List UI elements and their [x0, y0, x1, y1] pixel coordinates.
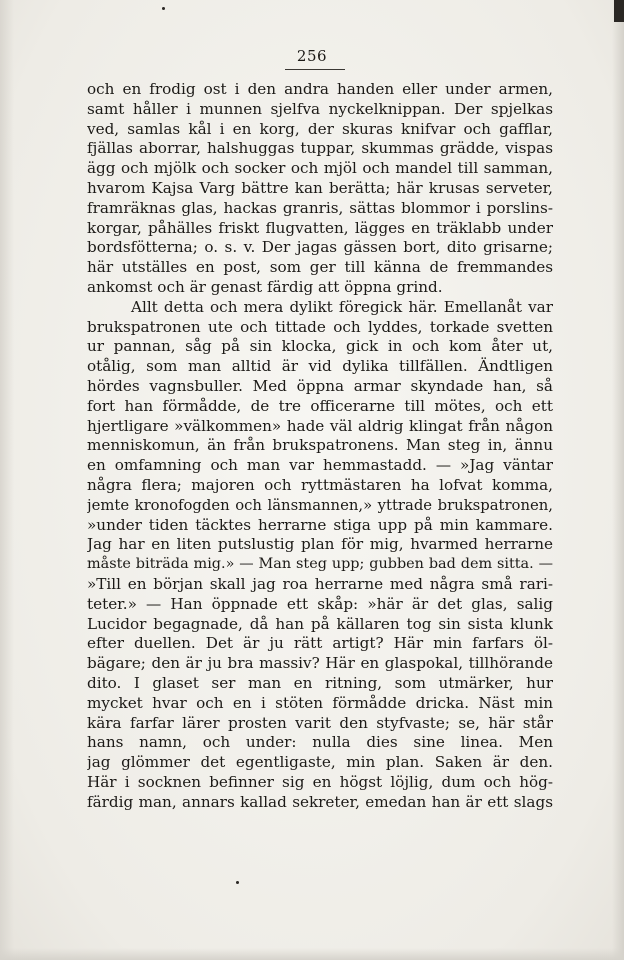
- text-line: »under tiden täcktes herrarne stiga upp på min kammare.: [87, 515, 553, 534]
- text-line: några flera; majoren och ryttmästaren ha lofvat komma,: [87, 475, 553, 494]
- text-line: menniskomun, än från brukspatronens. Man steg in, ännu: [87, 436, 553, 455]
- page-right-edge-shadow: [612, 0, 624, 960]
- body-text: [87, 80, 553, 812]
- text-line: jag glömmer det egentligaste, min plan. Saken är den.: [87, 753, 553, 772]
- text-line-paragraph-end: ankomst och är genast färdig att öppna grind.: [87, 277, 443, 296]
- text-line: hördes vagnsbuller. Med öppna armar skyndade han, så: [87, 376, 553, 395]
- text-line: kära farfar lärer prosten varit den styfvaste; se, här står: [87, 713, 553, 732]
- page-number: 256: [296, 47, 328, 65]
- page-bottom-edge-shadow: [0, 948, 624, 960]
- ink-speck: [162, 7, 165, 10]
- text-line: färdig man, annars kallad sekreter, emedan han är ett slags: [87, 792, 553, 811]
- text-line: mycket hvar och en i stöten förmådde dricka. Näst min: [87, 693, 553, 712]
- text-line: jemte kronofogden och länsmannen,» yttrade brukspatronen,: [87, 496, 553, 514]
- text-line: hjertligare »välkommen» hade väl aldrig klingat från någon: [87, 416, 553, 435]
- text-line-paragraph-start: Allt detta och mera dylikt föregick här. Emellanåt var: [131, 297, 553, 316]
- text-line: fort han förmådde, de tre officerarne till mötes, och ett: [87, 396, 553, 415]
- text-line: korgar, påhälles friskt flugvatten, lägges en träklabb under: [87, 218, 553, 237]
- text-line: bägare; den är ju bra massiv? Här en glaspokal, tillhörande: [87, 654, 553, 673]
- text-line: efter duellen. Det är ju rätt artigt? Här min farfars öl-: [87, 634, 553, 653]
- scan-corner-mark: [614, 0, 624, 22]
- text-line: bordsfötterna; o. s. v. Der jagas gässen bort, dito grisarne;: [87, 238, 553, 257]
- text-line: Här i socknen befinner sig en högst löjlig, dum och hög-: [87, 772, 553, 791]
- text-line: ägg och mjölk och socker och mjöl och mandel till samman,: [87, 159, 553, 178]
- text-line: en omfamning och man var hemmastadd. — »Jag väntar: [87, 456, 553, 475]
- text-line: hvarom Kajsa Varg bättre kan berätta; här krusas serveter,: [87, 178, 553, 197]
- text-line: brukspatronen ute och tittade och lyddes, torkade svetten: [87, 317, 553, 336]
- text-line: hans namn, och under: nulla dies sine linea. Men: [87, 733, 553, 752]
- text-line: teter.» — Han öppnade ett skåp: »här är det glas, salig: [87, 594, 553, 613]
- text-line: framräknas glas, hackas granris, sättas blommor i porslins-: [87, 198, 553, 217]
- text-line: här utställes en post, som ger till känna de fremmandes: [87, 258, 553, 277]
- text-line: fjällas aborrar, halshuggas tuppar, skummas grädde, vispas: [87, 139, 553, 158]
- text-line: »Till en början skall jag roa herrarne med några små rari-: [87, 574, 553, 593]
- text-line: och en frodig ost i den andra handen eller under armen,: [87, 80, 553, 98]
- ink-speck: [236, 881, 239, 884]
- page-left-edge-shadow: [0, 0, 14, 960]
- text-line: ur pannan, såg på sin klocka, gick in och kom åter ut,: [87, 337, 553, 356]
- text-line: Jag har en liten putslustig plan för mig, hvarmed herrarne: [87, 535, 553, 554]
- text-line: samt håller i munnen sjelfva nyckelknippan. Der spjelkas: [87, 99, 553, 118]
- text-line: dito. I glaset ser man en ritning, som utmärker, hur: [87, 673, 553, 692]
- text-line: ved, samlas kål i en korg, der skuras knifvar och gafflar,: [87, 119, 553, 138]
- page-number-underline: [285, 69, 345, 70]
- text-line: Lucidor begagnade, då han på källaren tog sin sista klunk: [87, 614, 553, 633]
- text-line: måste biträda mig.» — Man steg upp; gubben bad dem sitta. —: [87, 556, 553, 573]
- text-line: otålig, som man alltid är vid dylika tillfällen. Ändtligen: [87, 357, 553, 376]
